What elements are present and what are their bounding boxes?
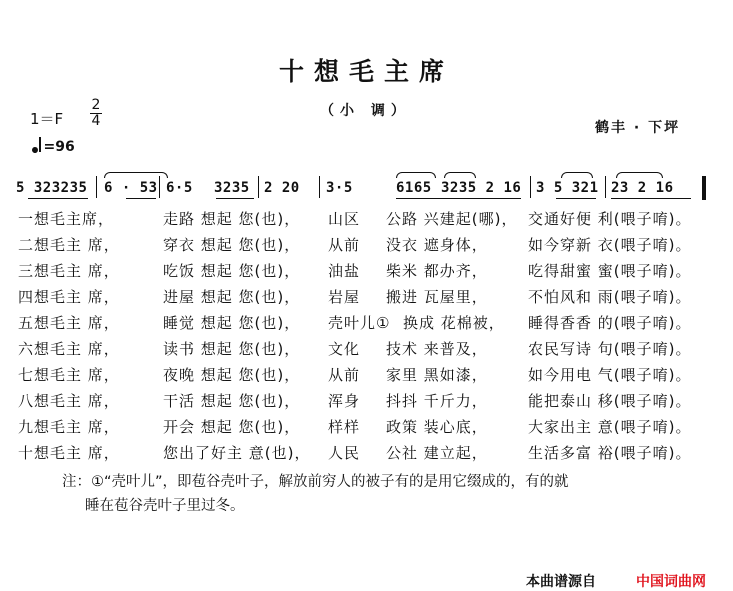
- underline-beam: [396, 198, 521, 199]
- lyric-row: [18, 208, 718, 234]
- lyric-phrase: 如今穿新 衣(喂子唷)。: [528, 236, 692, 254]
- lyric-phrase: 壳叶儿①: [328, 314, 391, 332]
- underline-beam: [28, 198, 88, 199]
- notation-measure: 23 2 16: [611, 180, 674, 196]
- lyric-phrase: 干活 想起 您(也)，: [163, 392, 301, 410]
- time-signature: [89, 98, 103, 129]
- lyric-row: [18, 442, 718, 468]
- lyric-row: [18, 416, 718, 442]
- lyric-verse-head: 八想毛主 席，: [18, 392, 120, 410]
- lyric-phrase: 换成 花棉被，: [403, 314, 505, 332]
- lyric-verse-head: 六想毛主 席，: [18, 340, 120, 358]
- lyric-phrase: 公路 兴建起(哪)，: [386, 210, 518, 228]
- notation-measure: 3 5 321: [536, 180, 599, 196]
- bar-line: [605, 176, 606, 198]
- lyric-phrase: 山区: [328, 210, 361, 228]
- time-signature-bottom: 4: [91, 113, 101, 129]
- notation-measure: 5 323235: [16, 180, 88, 196]
- lyric-phrase: 进屋 想起 您(也)，: [163, 288, 301, 306]
- notation-measure: 3235: [214, 180, 250, 196]
- lyric-phrase: 浑身: [328, 392, 361, 410]
- lyric-row: [18, 286, 718, 312]
- lyric-row: [18, 390, 718, 416]
- lyric-verse-head: 九想毛主 席，: [18, 418, 120, 436]
- underline-beam: [556, 198, 596, 199]
- lyric-phrase: 公社 建立起，: [386, 444, 488, 462]
- lyric-row: [18, 260, 718, 286]
- lyric-row: [18, 338, 718, 364]
- lyric-phrase: 吃得甜蜜 蜜(喂子唷)。: [528, 262, 692, 280]
- lyric-row: [18, 364, 718, 390]
- underline-beam: [216, 198, 254, 199]
- bar-line: [530, 176, 531, 198]
- lyric-phrase: 睡觉 想起 您(也)，: [163, 314, 301, 332]
- lyric-phrase: 样样: [328, 418, 361, 436]
- lyric-phrase: 人民: [328, 444, 361, 462]
- lyric-phrase: 政策 装心底，: [386, 418, 488, 436]
- lyric-verse-head: 二想毛主 席，: [18, 236, 120, 254]
- tempo-marking: [32, 137, 75, 155]
- lyric-verse-head: 三想毛主 席，: [18, 262, 120, 280]
- lyric-row: [18, 234, 718, 260]
- notation-measure: 2 20: [264, 180, 300, 196]
- final-barline: [702, 176, 706, 200]
- lyric-phrase: 如今用电 气(喂子唷)。: [528, 366, 692, 384]
- slur-arc: [104, 172, 168, 178]
- lyric-phrase: 生活多富 裕(喂子唷)。: [528, 444, 692, 462]
- lyric-phrase: 从前: [328, 366, 361, 384]
- source-site-link[interactable]: 中国词曲网: [636, 574, 706, 590]
- lyric-phrase: 从前: [328, 236, 361, 254]
- underline-beam: [611, 198, 691, 199]
- song-author: 鹤丰 · 下坪: [595, 120, 681, 136]
- lyric-phrase: 交通好便 利(喂子唷)。: [528, 210, 692, 228]
- footnote-line-2: 睡在苞谷壳叶子里过冬。: [85, 498, 245, 514]
- bar-line: [258, 176, 259, 198]
- bar-line: [159, 176, 160, 198]
- lyric-phrase: 农民写诗 句(喂子唷)。: [528, 340, 692, 358]
- quarter-note-icon: [31, 146, 39, 154]
- notation-measure: 3·5: [326, 180, 353, 196]
- lyric-phrase: 您出了好主 意(也)，: [163, 444, 311, 462]
- lyric-phrase: 不怕风和 雨(喂子唷)。: [528, 288, 692, 306]
- lyric-phrase: 技术 来普及，: [386, 340, 488, 358]
- lyric-phrase: 走路 想起 您(也)，: [163, 210, 301, 228]
- lyric-verse-head: 十想毛主 席，: [18, 444, 120, 462]
- source-label: 本曲谱源自: [526, 574, 596, 590]
- slur-arc: [561, 172, 593, 178]
- notation-measure: 6165: [396, 180, 432, 196]
- notation-measure: 6·5: [166, 180, 193, 196]
- bar-line: [319, 176, 320, 198]
- lyric-verse-head: 四想毛主 席，: [18, 288, 120, 306]
- lyric-phrase: 岩屋: [328, 288, 361, 306]
- lyric-row: [18, 312, 718, 338]
- lyric-verse-head: 五想毛主 席，: [18, 314, 120, 332]
- jianpu-notation-line: [16, 176, 716, 206]
- lyric-phrase: 抖抖 千斤力，: [386, 392, 488, 410]
- lyric-phrase: 能把泰山 移(喂子唷)。: [528, 392, 692, 410]
- song-subtitle: （小 调）: [320, 103, 411, 119]
- tempo-value: =96: [43, 139, 75, 155]
- slur-arc: [396, 172, 436, 178]
- lyric-phrase: 家里 黑如漆，: [386, 366, 488, 384]
- lyric-phrase: 大家出主 意(喂子唷)。: [528, 418, 692, 436]
- key-signature: 1＝F: [30, 110, 64, 128]
- lyric-phrase: 没衣 遮身体，: [386, 236, 488, 254]
- notation-measure: 3235 2 16: [441, 180, 522, 196]
- lyrics-block: [18, 208, 718, 468]
- slur-arc: [444, 172, 476, 178]
- song-title: 十想毛主席: [278, 57, 454, 86]
- lyric-phrase: 夜晚 想起 您(也)，: [163, 366, 301, 384]
- lyric-phrase: 睡得香香 的(喂子唷)。: [528, 314, 692, 332]
- lyric-phrase: 读书 想起 您(也)，: [163, 340, 301, 358]
- underline-beam: [126, 198, 156, 199]
- lyric-verse-head: 一想毛主席，: [18, 210, 115, 228]
- lyric-phrase: 吃饭 想起 您(也)，: [163, 262, 301, 280]
- lyric-verse-head: 七想毛主 席，: [18, 366, 120, 384]
- time-signature-top: 2: [91, 97, 101, 113]
- lyric-phrase: 开会 想起 您(也)，: [163, 418, 301, 436]
- lyric-phrase: 柴米 都办齐，: [386, 262, 488, 280]
- slur-arc: [616, 172, 663, 178]
- lyric-phrase: 油盐: [328, 262, 361, 280]
- notation-measure: 6 · 53: [104, 180, 158, 196]
- lyric-phrase: 搬进 瓦屋里，: [386, 288, 488, 306]
- lyric-phrase: 穿衣 想起 您(也)，: [163, 236, 301, 254]
- footnote-line-1: 注：①“壳叶儿”，即苞谷壳叶子，解放前穷人的被子有的是用它缀成的，有的就: [62, 474, 569, 490]
- lyric-phrase: 文化: [328, 340, 361, 358]
- bar-line: [96, 176, 97, 198]
